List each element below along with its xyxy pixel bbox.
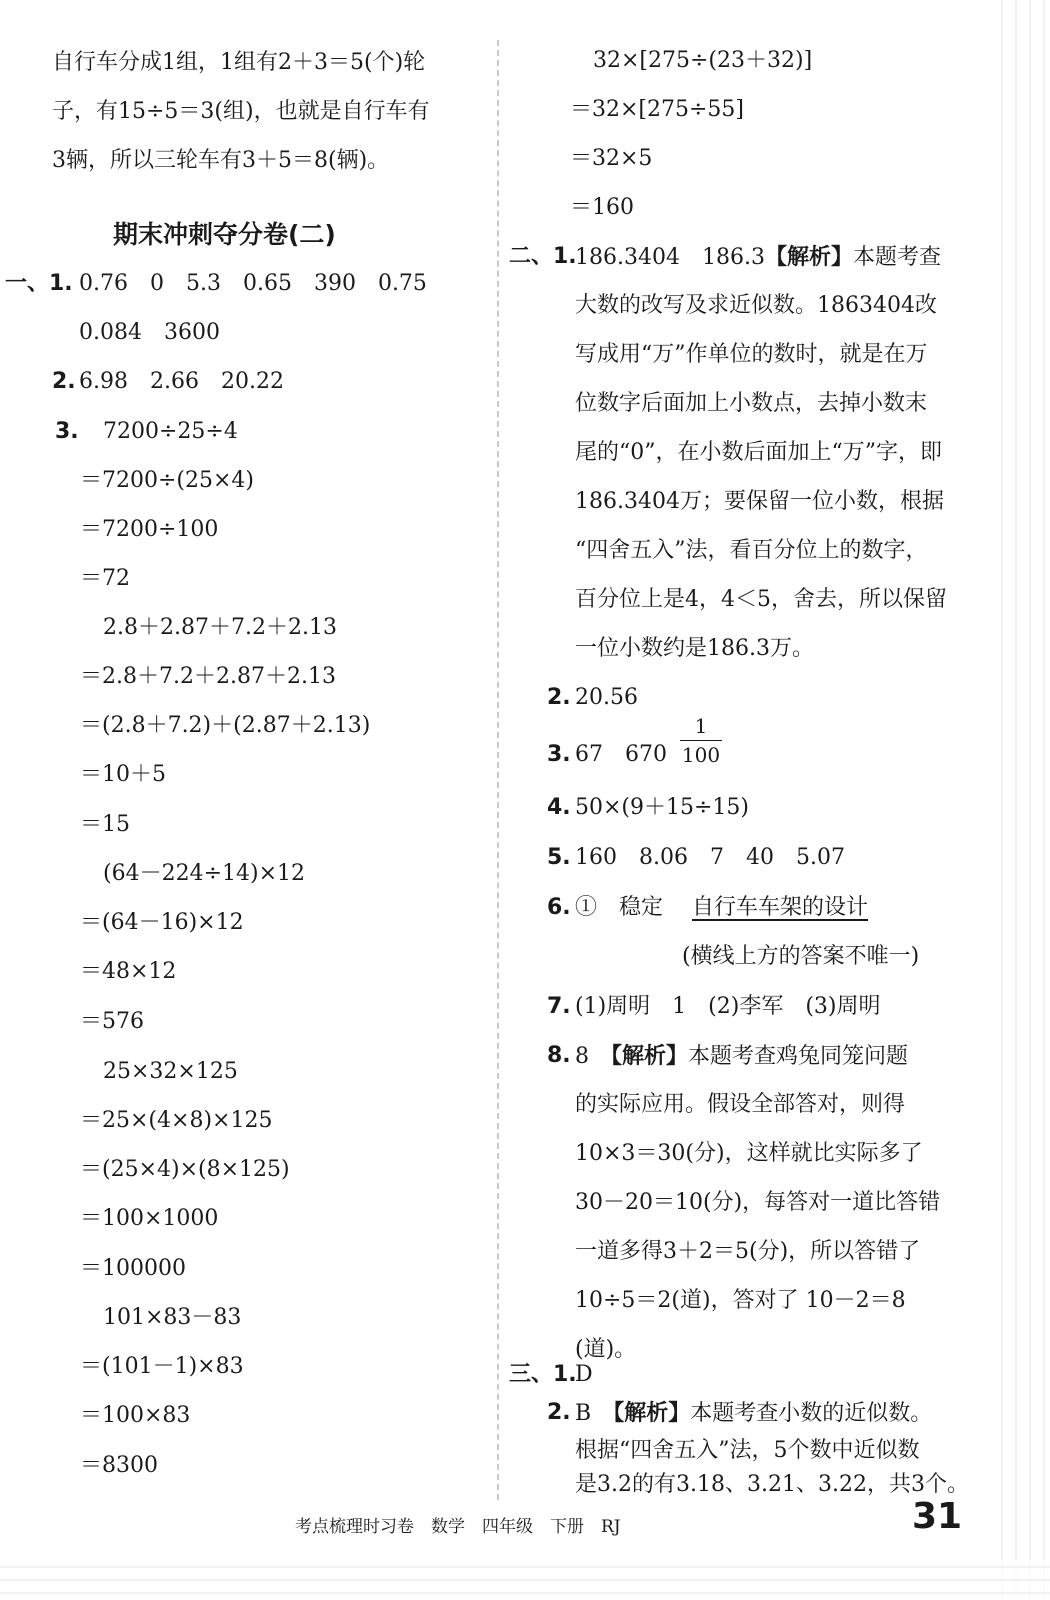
analysis-line: 根据“四舍五入”法，5个数中近似数	[575, 1438, 920, 1463]
calc-line: ＝72	[80, 566, 130, 591]
analysis-label: 【解析】	[613, 1400, 691, 1426]
analysis-line: 30－20＝10(分)，每答对一道比答错	[575, 1190, 941, 1215]
answer-text	[575, 242, 941, 273]
answer-text: 67 670	[575, 742, 667, 767]
analysis-text: 本题考查	[852, 245, 941, 270]
analysis-text: 本题考查小数的近似数。	[690, 1401, 933, 1426]
calc-line: ＝7200÷(25×4)	[80, 468, 255, 493]
analysis-line: (道)。	[575, 1337, 637, 1362]
question-number: 2.	[52, 369, 76, 394]
answer-text: 0.76 0 5.3 0.65 390 0.75	[79, 271, 427, 296]
calc-line: 101×83－83	[103, 1305, 242, 1330]
analysis-line: 百分位上是4，4＜5，舍去，所以保留	[575, 587, 947, 612]
answer-text: 160 8.06 7 40 5.07	[575, 845, 845, 870]
calc-line: ＝(101－1)×83	[80, 1354, 244, 1379]
answer-values: B	[575, 1401, 592, 1426]
analysis-line: 186.3404万；要保留一位小数，根据	[575, 489, 944, 514]
question-number: 8.	[547, 1043, 571, 1068]
column-divider	[497, 40, 499, 1500]
analysis-line: 10×3＝30(分)，这样就比实际多了	[575, 1141, 923, 1166]
text-line: 自行车分成1组，1组有2＋3＝5(个)轮	[52, 50, 426, 75]
calc-line: ＝10＋5	[80, 762, 166, 787]
page-number: 31	[912, 1496, 963, 1537]
question-number: 4.	[547, 795, 571, 820]
analysis-line: 10÷5＝2(道)，答对了 10－2＝8	[575, 1288, 906, 1313]
calc-line: 25×32×125	[103, 1059, 238, 1084]
question-number: 7.	[547, 994, 571, 1019]
calc-line: ＝25×(4×8)×125	[80, 1108, 273, 1133]
calc-line: ＝7200÷100	[80, 517, 219, 542]
analysis-line: 一道多得3＋2＝5(分)，所以答错了	[575, 1239, 921, 1264]
page-footer: 考点梳理时习卷 数学 四年级 下册 RJ	[295, 1517, 621, 1537]
answer-text: (1)周明 1 (2)李军 (3)周明	[575, 994, 881, 1019]
page-bottom-edge-texture	[0, 1560, 1050, 1600]
question-number: 一、1.	[5, 271, 73, 296]
answer-values: 8	[575, 1044, 589, 1069]
answer-note: (横线上方的答案不唯一)	[682, 944, 920, 969]
question-number: 2.	[547, 685, 571, 710]
question-number: 6.	[547, 895, 571, 920]
analysis-line: 是3.2的有3.18、3.21、3.22，共3个。	[575, 1472, 969, 1497]
calc-line: ＝15	[80, 812, 130, 837]
fraction-bar	[680, 740, 722, 741]
calc-line: ＝32×[275÷55]	[570, 97, 745, 122]
question-number: 三、1.	[509, 1362, 577, 1387]
analysis-text: 本题考查鸡兔同笼问题	[688, 1044, 909, 1069]
calc-line: 32×[275÷(23＋32)]	[593, 48, 813, 73]
fraction-denominator: 100	[681, 743, 721, 767]
analysis-line: 位数字后面加上小数点，去掉小数末	[575, 391, 928, 416]
calc-line: ＝100×1000	[80, 1206, 219, 1231]
answer-text	[575, 1041, 908, 1072]
answer-text	[575, 1398, 932, 1429]
calc-line: ＝100×83	[80, 1403, 191, 1428]
answer-text: D	[575, 1362, 593, 1387]
analysis-line: 一位小数约是186.3万。	[575, 636, 814, 661]
calc-line: ＝32×5	[570, 146, 653, 171]
calc-line: ＝100000	[80, 1256, 186, 1281]
question-number: 2.	[547, 1400, 571, 1425]
calc-line: 7200÷25÷4	[103, 419, 238, 444]
analysis-line: 尾的“0”，在小数后面加上“万”字，即	[575, 440, 942, 465]
calc-line: 2.8＋2.87＋7.2＋2.13	[103, 615, 337, 640]
answer-text: 6.98 2.66 20.22	[79, 369, 284, 394]
answer-values: ① 稳定	[575, 895, 664, 920]
calc-line: ＝48×12	[80, 959, 177, 984]
analysis-line: 写成用“万”作单位的数时，就是在万	[575, 342, 928, 367]
analysis-label: 【解析】	[764, 244, 853, 270]
text-line: 子，有15÷5＝3(组)，也就是自行车有	[52, 99, 430, 124]
calc-line: ＝576	[80, 1009, 144, 1034]
answer-text: 0.084 3600	[79, 320, 220, 345]
calc-line: (64－224÷14)×12	[103, 861, 306, 886]
question-number: 二、1.	[509, 244, 577, 269]
text-line: 3辆，所以三轮车有3＋5＝8(辆)。	[52, 148, 390, 173]
question-number: 5.	[547, 845, 571, 870]
calc-line: ＝(64－16)×12	[80, 910, 244, 935]
analysis-line: 的实际应用。假设全部答对，则得	[575, 1092, 906, 1117]
page-edge-texture	[995, 0, 1050, 1600]
question-number: 3.	[55, 419, 79, 444]
calc-line: ＝2.8＋7.2＋2.87＋2.13	[80, 664, 336, 689]
calc-line: ＝(25×4)×(8×125)	[80, 1157, 290, 1182]
analysis-line: “四舍五入”法，看百分位上的数字，	[575, 538, 928, 563]
answer-text	[575, 893, 868, 923]
question-number: 3.	[547, 742, 571, 767]
fraction	[676, 714, 726, 767]
calc-line: ＝(2.8＋7.2)＋(2.87＋2.13)	[80, 713, 371, 738]
analysis-line: 大数的改写及求近似数。1863404改	[575, 293, 937, 318]
calc-line: ＝8300	[80, 1453, 158, 1478]
underlined-answer: 自行车车架的设计	[692, 895, 869, 920]
answer-values: 186.3404 186.3	[575, 245, 765, 270]
calc-line: ＝160	[570, 195, 634, 220]
answer-text: 20.56	[575, 685, 638, 710]
fraction-numerator: 1	[694, 714, 708, 738]
section-title: 期末冲刺夺分卷(二)	[113, 220, 336, 249]
answer-text: 50×(9＋15÷15)	[575, 795, 750, 820]
analysis-label: 【解析】	[611, 1043, 689, 1069]
